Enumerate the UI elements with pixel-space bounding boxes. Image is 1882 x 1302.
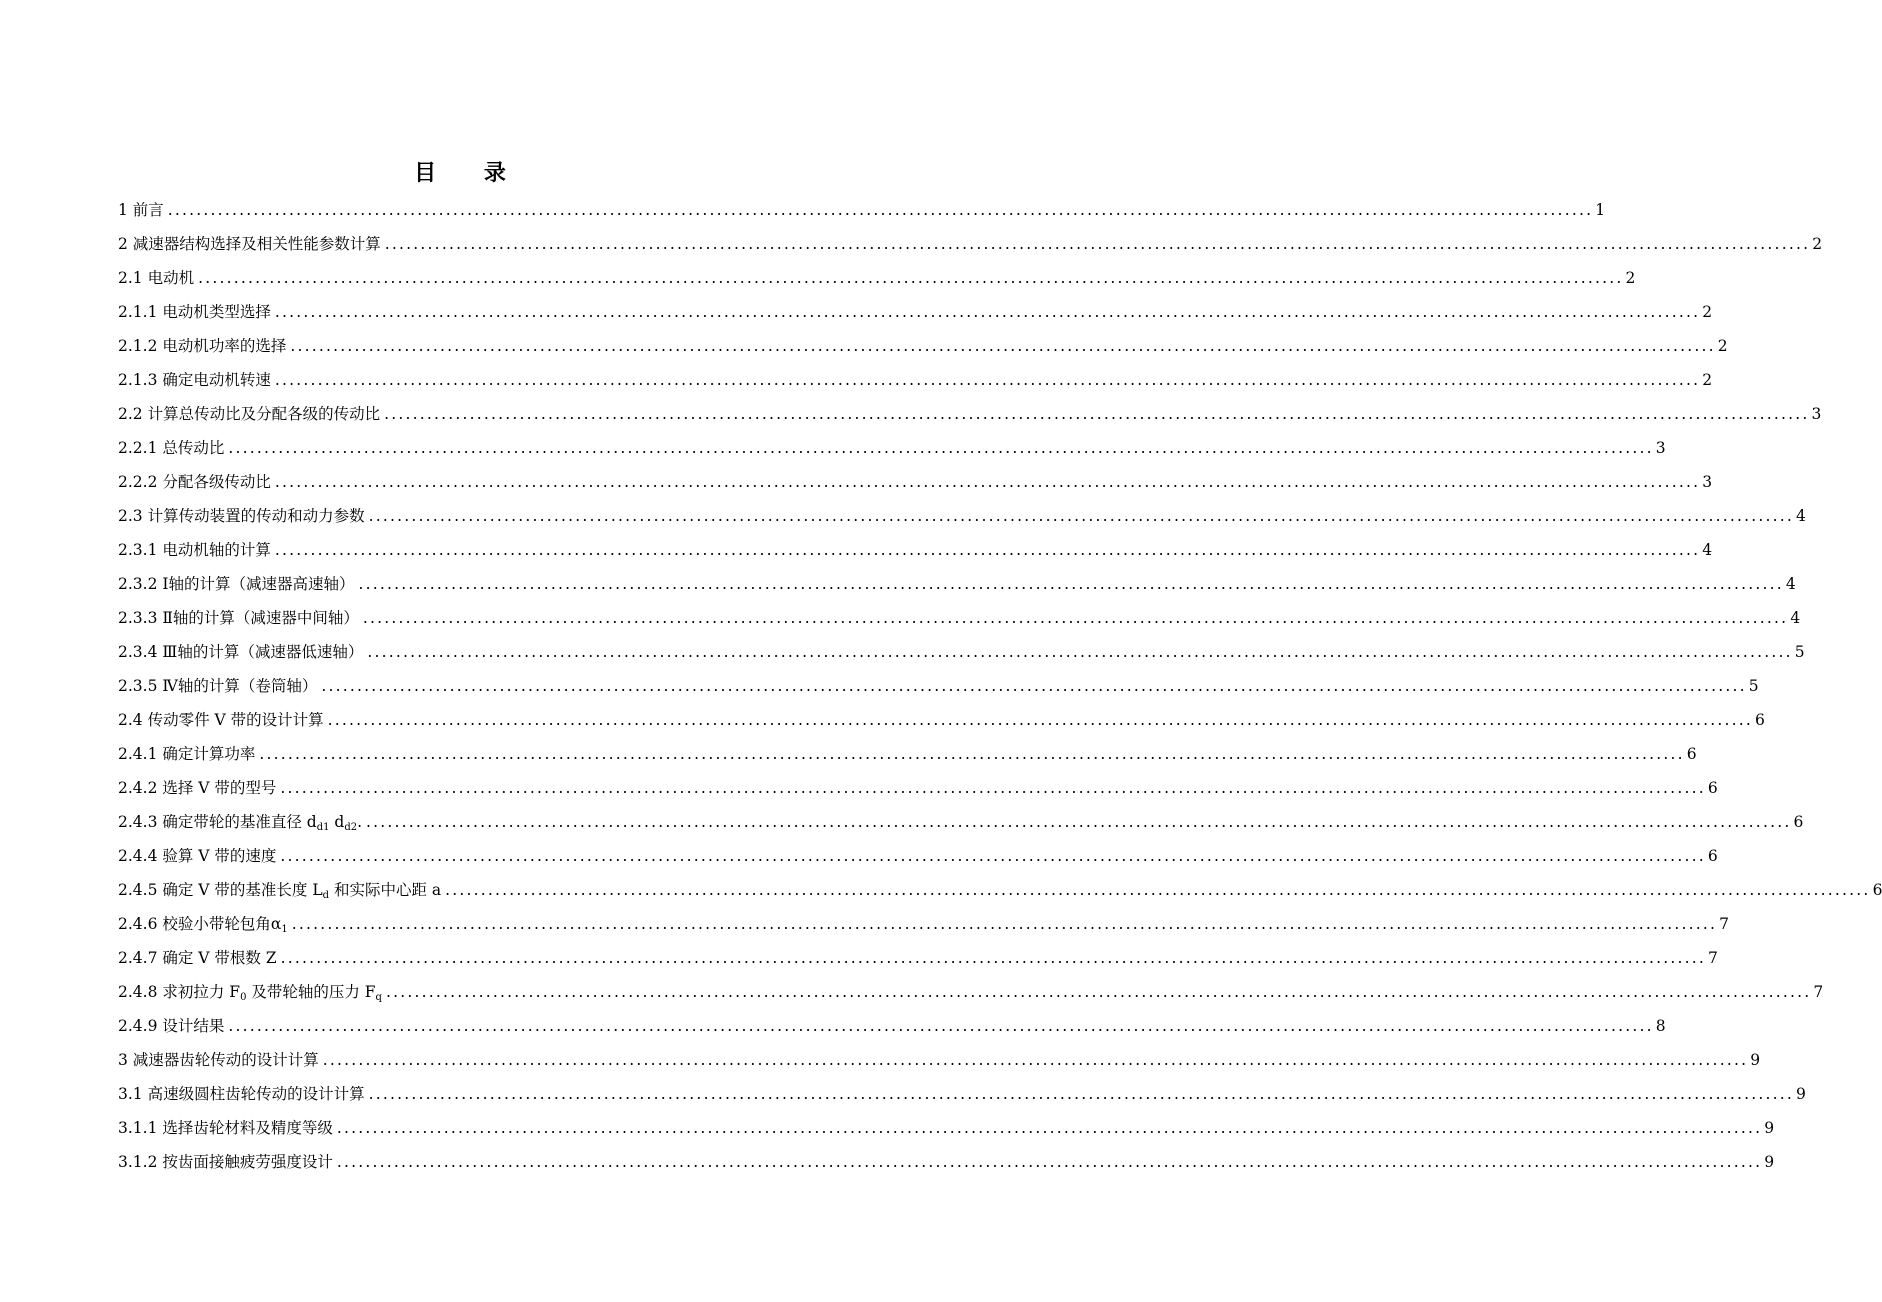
toc-entry-text: 2.3.5 Ⅳ轴的计算（卷筒轴） <box>118 677 318 695</box>
toc-entry[interactable] <box>118 363 1713 397</box>
toc-leader-dots: ........................................................................................................................................................................................................ <box>280 847 1706 865</box>
toc-entry-text: 2.4.2 选择 V 带的型号 <box>118 779 277 797</box>
toc-entry-subscript: q <box>375 992 382 1003</box>
toc-page-number: 6 <box>1707 779 1718 797</box>
toc-entry[interactable] <box>118 737 1697 771</box>
toc-leader-dots: ........................................................................................................................................................................................................ <box>198 269 1624 287</box>
toc-entry-text: 和实际中心距 a <box>329 881 442 899</box>
toc-entry-label <box>118 601 363 635</box>
toc-entry[interactable] <box>118 771 1718 805</box>
toc-page-number: 3 <box>1655 439 1666 457</box>
toc-entry-text: 2.3.3 Ⅱ轴的计算（减速器中间轴） <box>118 609 359 627</box>
toc-entry[interactable] <box>118 635 1805 669</box>
toc-page-number: 6 <box>1686 745 1697 763</box>
toc-entry-label <box>118 499 369 533</box>
toc-entry-label <box>118 465 275 499</box>
toc-entry-label <box>118 975 386 1009</box>
toc-page-number: 2 <box>1702 371 1713 389</box>
toc-page-number: 9 <box>1750 1051 1761 1069</box>
toc-leader-dots: ........................................................................................................................................................................................................ <box>358 575 1784 593</box>
toc-entry-text: 3 减速器齿轮传动的设计计算 <box>118 1051 319 1069</box>
toc-page-number: 4 <box>1785 575 1796 593</box>
toc-page-number: 3 <box>1811 405 1822 423</box>
toc-entry[interactable] <box>118 941 1718 975</box>
toc-leader-dots: ........................................................................................................................................................................................................ <box>368 1085 1794 1103</box>
toc-entry-label <box>118 1043 323 1077</box>
toc-entry-text: 2.1.3 确定电动机转速 <box>118 371 271 389</box>
toc-entry-label <box>118 805 366 839</box>
toc-entry-text: 1 前言 <box>118 201 164 219</box>
toc-entry[interactable] <box>118 1077 1806 1111</box>
toc-entry-text: 2 减速器结构选择及相关性能参数计算 <box>118 235 381 253</box>
toc-entry-text: 2.4.5 确定 V 带的基准长度 L <box>118 881 323 899</box>
toc-entry-label <box>118 533 275 567</box>
toc-entry[interactable] <box>118 975 1824 1009</box>
toc-entry[interactable] <box>118 329 1728 363</box>
toc-entry-text: 2.3.4 Ⅲ轴的计算（减速器低速轴） <box>118 643 364 661</box>
toc-page-number: 6 <box>1872 881 1882 899</box>
toc-page-number: 2 <box>1717 337 1728 355</box>
toc-page-number: 9 <box>1764 1153 1775 1171</box>
toc-page-number: 4 <box>1790 609 1801 627</box>
toc-page-number: 7 <box>1813 983 1824 1001</box>
toc-entry-label <box>118 1145 337 1179</box>
toc-entry[interactable] <box>118 703 1765 737</box>
toc-entry-text: 2.4.8 求初拉力 F <box>118 983 241 1001</box>
toc-page-number: 2 <box>1812 235 1823 253</box>
toc-entry-text: 2.4.3 确定带轮的基准直径 d <box>118 813 317 831</box>
toc-entry-label <box>118 771 280 805</box>
toc-leader-dots: ........................................................................................................................................................................................................ <box>274 541 1701 559</box>
toc-entry[interactable] <box>118 397 1822 431</box>
toc-leader-dots: ........................................................................................................................................................................................................ <box>274 303 1701 321</box>
toc-entry-text: 2.1.2 电动机功率的选择 <box>118 337 287 355</box>
toc-page-number: 7 <box>1708 949 1718 967</box>
toc-page-number: 6 <box>1793 813 1804 831</box>
toc-entry[interactable] <box>118 431 1666 465</box>
toc-entry[interactable] <box>118 227 1823 261</box>
toc-entry-text: 2.4 传动零件 V 带的设计计算 <box>118 711 324 729</box>
toc-entry-text: 2.4.9 设计结果 <box>118 1017 225 1035</box>
toc-entry-text: 2.1 电动机 <box>118 269 195 287</box>
toc-entry[interactable] <box>118 907 1729 941</box>
toc-leader-dots: ........................................................................................................................................................................................................ <box>167 201 1594 219</box>
toc-leader-dots: ........................................................................................................................................................................................................ <box>321 677 1747 695</box>
toc-entry[interactable] <box>118 193 1606 227</box>
toc-entry-label <box>118 873 445 907</box>
toc-leader-dots: ........................................................................................................................................................................................................ <box>322 1051 1749 1069</box>
toc-entry-text: 2.2.1 总传动比 <box>118 439 225 457</box>
toc-leader-dots: ........................................................................................................................................................................................................ <box>274 371 1701 389</box>
toc-page-number: 8 <box>1655 1017 1666 1035</box>
toc-entry[interactable] <box>118 533 1713 567</box>
toc-leader-dots: ........................................................................................................................................................................................................ <box>274 473 1701 491</box>
toc-entry-text: 2.3.1 电动机轴的计算 <box>118 541 271 559</box>
toc-entry-text: 2.3 计算传动装置的传动和动力参数 <box>118 507 365 525</box>
toc-entry[interactable] <box>118 805 1804 839</box>
toc-page-number: 9 <box>1764 1119 1775 1137</box>
toc-entry[interactable] <box>118 873 1882 907</box>
toc-page-number: 4 <box>1702 541 1713 559</box>
toc-entry-label <box>118 669 321 703</box>
toc-entry-text: 3.1 高速级圆柱齿轮传动的设计计算 <box>118 1085 365 1103</box>
toc-entry-text: 2.4.6 校验小带轮包角α <box>118 915 282 933</box>
toc-leader-dots: ........................................................................................................................................................................................................ <box>385 983 1812 1001</box>
toc-leader-dots: ........................................................................................................................................................................................................ <box>228 439 1654 457</box>
toc-entry[interactable] <box>118 261 1636 295</box>
toc-entry-label <box>118 295 275 329</box>
toc-entry-text: d <box>329 813 345 831</box>
toc-entry-subscript: d2 <box>344 822 358 833</box>
toc-leader-dots: ........................................................................................................................................................................................................ <box>327 711 1754 729</box>
toc-leader-dots: ........................................................................................................................................................................................................ <box>291 915 1718 933</box>
toc-entry[interactable] <box>118 1145 1775 1179</box>
toc-entry-label <box>118 567 359 601</box>
toc-entry-label <box>118 329 290 363</box>
toc-leader-dots: ........................................................................................................................................................................................................ <box>280 779 1706 797</box>
toc-entry-label <box>118 1009 228 1043</box>
toc-entry-text: 2.3.2 Ⅰ轴的计算（减速器高速轴） <box>118 575 355 593</box>
toc-entry-label <box>118 1077 369 1111</box>
toc-entry-label <box>118 193 168 227</box>
toc-entry[interactable] <box>118 1043 1761 1077</box>
toc-entry-text: 2.4.1 确定计算功率 <box>118 745 256 763</box>
toc-entry-text: 2.4.4 验算 V 带的速度 <box>118 847 277 865</box>
toc-page-number: 5 <box>1794 643 1805 661</box>
toc-entry-text: . <box>357 813 363 831</box>
toc-entry-label <box>118 907 292 941</box>
toc-page-number: 3 <box>1702 473 1713 491</box>
toc-leader-dots: ........................................................................................................................................................................................................ <box>259 745 1685 763</box>
toc-page-number: 6 <box>1707 847 1718 865</box>
toc-page-number: 7 <box>1719 915 1729 933</box>
toc-entry[interactable] <box>118 295 1713 329</box>
toc-leader-dots: ........................................................................................................................................................................................................ <box>336 1119 1763 1137</box>
toc-leader-dots: ........................................................................................................................................................................................................ <box>290 337 1716 355</box>
toc-entry-text: 3.1.2 按齿面接触疲劳强度设计 <box>118 1153 333 1171</box>
toc-entry[interactable] <box>118 499 1806 533</box>
toc-entry-label <box>118 635 367 669</box>
toc-title: 目 录 <box>414 161 526 186</box>
toc-entry-label <box>118 737 259 771</box>
toc-entry-label <box>118 363 275 397</box>
toc-entry-label <box>118 397 384 431</box>
toc-entry-text: 及带轮轴的压力 F <box>246 983 376 1001</box>
toc-entry-label <box>118 261 198 295</box>
toc-leader-dots: ........................................................................................................................................................................................................ <box>384 235 1811 253</box>
toc-page-number: 4 <box>1796 507 1806 525</box>
toc-entry-label <box>118 1111 337 1145</box>
toc-leader-dots: ........................................................................................................................................................................................................ <box>367 643 1793 661</box>
toc-entry-subscript: d1 <box>316 822 330 833</box>
toc-leader-dots: ........................................................................................................................................................................................................ <box>366 813 1792 831</box>
toc-entry[interactable] <box>118 839 1718 873</box>
toc-entry-text: 2.2.2 分配各级传动比 <box>118 473 271 491</box>
toc-page-number: 2 <box>1702 303 1713 321</box>
toc-entry[interactable] <box>118 601 1801 635</box>
toc-page-number: 2 <box>1625 269 1636 287</box>
toc-entry[interactable] <box>118 669 1759 703</box>
toc-entry-label <box>118 941 281 975</box>
toc-entry-label <box>118 703 328 737</box>
toc-page-number: 6 <box>1755 711 1765 729</box>
table-of-contents <box>118 193 1882 1179</box>
toc-entry[interactable] <box>118 1009 1666 1043</box>
toc-leader-dots: ........................................................................................................................................................................................................ <box>336 1153 1763 1171</box>
toc-leader-dots: ........................................................................................................................................................................................................ <box>280 949 1707 967</box>
toc-leader-dots: ........................................................................................................................................................................................................ <box>362 609 1789 627</box>
toc-entry-subscript: 0 <box>240 992 247 1003</box>
toc-leader-dots: ........................................................................................................................................................................................................ <box>445 881 1871 899</box>
toc-entry[interactable] <box>118 567 1796 601</box>
toc-entry-text: 2.4.7 确定 V 带根数 Z <box>118 949 277 967</box>
toc-leader-dots: ........................................................................................................................................................................................................ <box>228 1017 1654 1035</box>
toc-entry-label <box>118 839 280 873</box>
toc-entry-subscript: d <box>322 890 330 901</box>
toc-entry-label <box>118 431 228 465</box>
toc-entry-text: 3.1.1 选择齿轮材料及精度等级 <box>118 1119 333 1137</box>
toc-entry-subscript: 1 <box>281 924 288 935</box>
toc-entry[interactable] <box>118 1111 1775 1145</box>
toc-entry[interactable] <box>118 465 1713 499</box>
toc-page-number: 1 <box>1595 201 1606 219</box>
toc-entry-label <box>118 227 385 261</box>
toc-page-number: 9 <box>1796 1085 1806 1103</box>
toc-leader-dots: ........................................................................................................................................................................................................ <box>384 405 1810 423</box>
toc-entry-text: 2.1.1 电动机类型选择 <box>118 303 271 321</box>
toc-leader-dots: ........................................................................................................................................................................................................ <box>368 507 1794 525</box>
toc-page-number: 5 <box>1748 677 1759 695</box>
toc-entry-text: 2.2 计算总传动比及分配各级的传动比 <box>118 405 381 423</box>
